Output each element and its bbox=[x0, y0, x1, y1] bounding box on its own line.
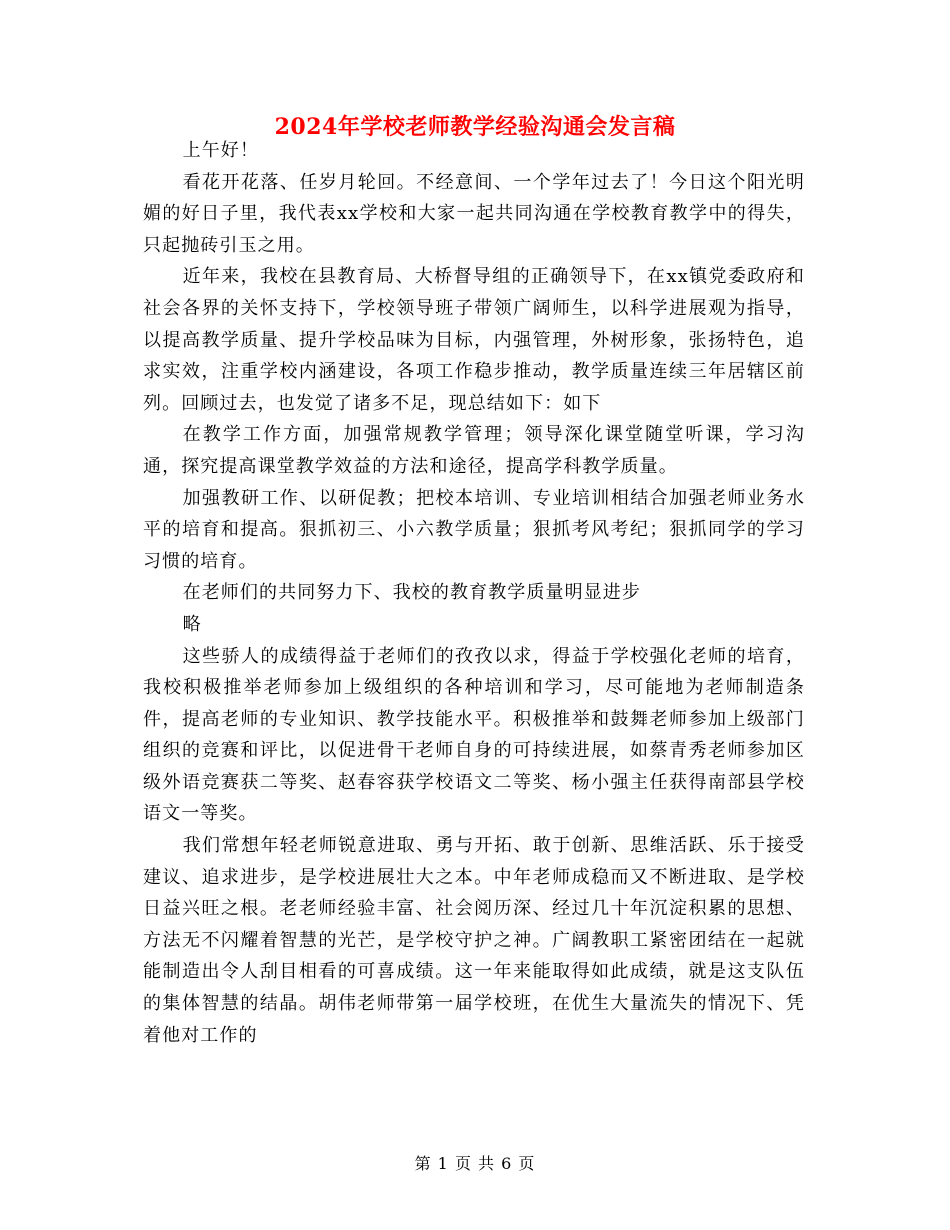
document-body bbox=[143, 135, 805, 1051]
page-footer: 第 1 页 共 6 页 bbox=[414, 1154, 536, 1173]
paragraph: 看花开花落、任岁月轮回。不经意间、一个学年过去了！今日这个阳光明媚的好日子里，我代表xx学校和大家一起共同沟通在学校教育教学中的得失，只起抛砖引玉之用。 bbox=[143, 171, 805, 256]
paragraph: 加强教研工作、以研促教；把校本培训、专业培训相结合加强老师业务水平的培育和提高。狠抓初三、小六教学质量；狠抓考风考纪；狠抓同学的学习习惯的培育。 bbox=[143, 487, 805, 572]
paragraph: 近年来，我校在县教育局、大桥督导组的正确领导下，在xx镇党委政府和社会各界的关怀支持下，学校领导班子带领广阔师生，以科学进展观为指导，以提高教学质量、提升学校品味为目标，内强管理，外树形象，张扬特色，追求实效，注重学校内涵建设，各项工作稳步推动，教学质量连续三年居辖区前列。回顾过去，也发觉了诸多不足，现总结如下：如下 bbox=[143, 266, 805, 414]
paragraph: 在教学工作方面，加强常规教学管理；领导深化课堂随堂听课，学习沟通，探究提高课堂教学效益的方法和途径，提高学科教学质量。 bbox=[143, 424, 805, 477]
paragraph: 这些骄人的成绩得益于老师们的孜孜以求，得益于学校强化老师的培育，我校积极推举老师参加上级组织的各种培训和学习，尽可能地为老师制造条件，提高老师的专业知识、教学技能水平。积极推举和鼓舞老师参加上级部门组织的竞赛和评比，以促进骨干老师自身的可持续进展，如蔡青秀老师参加区级外语竞赛获二等奖、赵春容获学校语文二等奖、杨小强主任获得南部县学校语文一等奖。 bbox=[143, 645, 805, 825]
paragraph: 我们常想年轻老师锐意进取、勇与开拓、敢于创新、思维活跃、乐于接受建议、追求进步，是学校进展壮大之本。中年老师成稳而又不断进取、是学校日益兴旺之根。老老师经验丰富、社会阅历深、经过几十年沉淀积累的思想、方法无不闪耀着智慧的光芒，是学校守护之神。广阔教职工紧密团结在一起就能制造出令人刮目相看的可喜成绩。这一年来能取得如此成绩，就是这支队伍的集体智慧的结晶。胡伟老师带第一届学校班，在优生大量流失的情况下、凭着他对工作的 bbox=[143, 835, 805, 1046]
paragraph-greeting: 上午好！ bbox=[182, 140, 259, 161]
paragraph-omitted: 略 bbox=[182, 613, 202, 635]
paragraph: 在老师们的共同努力下、我校的教育教学质量明显进步 bbox=[182, 582, 641, 604]
document-title: 2024年学校老师教学经验沟通会发言稿 bbox=[274, 114, 676, 140]
